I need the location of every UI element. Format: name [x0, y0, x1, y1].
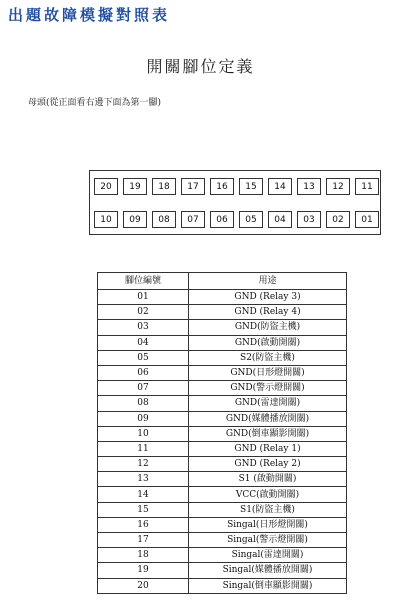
- table-row: [98, 548, 347, 563]
- table-row: [98, 426, 347, 441]
- pin-number-cell: 13: [98, 472, 189, 487]
- table-row: [98, 578, 347, 593]
- pin-usage-cell: GND (Relay 3): [189, 290, 347, 305]
- connector-pin: 11: [355, 178, 379, 195]
- pin-number-cell: 02: [98, 305, 189, 320]
- connector-pin: 01: [355, 211, 379, 228]
- pin-usage-cell: VCC(啟動開關): [189, 487, 347, 502]
- connector-pin: 07: [181, 211, 205, 228]
- pin-usage-cell: Singal(倒車顯影開關): [189, 578, 347, 593]
- table-row: [98, 381, 347, 396]
- table-row: [98, 335, 347, 350]
- pin-usage-cell: GND(雷達開關): [189, 396, 347, 411]
- table-row: [98, 502, 347, 517]
- pin-number-cell: 07: [98, 381, 189, 396]
- table-row: [98, 533, 347, 548]
- pin-number-cell: 15: [98, 502, 189, 517]
- table-row: [98, 457, 347, 472]
- connector-pin: 18: [152, 178, 176, 195]
- pin-usage-cell: GND(啟動開關): [189, 335, 347, 350]
- pin-usage-cell: Singal(雷達開關): [189, 548, 347, 563]
- pin-number-cell: 12: [98, 457, 189, 472]
- connector-bottom-row: [94, 211, 379, 228]
- table-row: [98, 472, 347, 487]
- connector-pin: 13: [297, 178, 321, 195]
- pin-usage-cell: GND(倒車顯影開關): [189, 426, 347, 441]
- connector-top-row: [94, 178, 379, 195]
- pin-usage-cell: Singal(警示燈開關): [189, 533, 347, 548]
- connector-pin: 19: [123, 178, 147, 195]
- connector-pin: 02: [326, 211, 350, 228]
- connector-pin: 06: [210, 211, 234, 228]
- table-row: [98, 487, 347, 502]
- table-row: [98, 350, 347, 365]
- connector-pin: 12: [326, 178, 350, 195]
- pin-number-cell: 14: [98, 487, 189, 502]
- page-header-title: 出題故障模擬對照表: [8, 6, 171, 24]
- pin-number-cell: 20: [98, 578, 189, 593]
- table-row: [98, 305, 347, 320]
- connector-pin: 09: [123, 211, 147, 228]
- pin-usage-cell: GND (Relay 1): [189, 441, 347, 456]
- connector-pin: 14: [268, 178, 292, 195]
- pin-number-cell: 10: [98, 426, 189, 441]
- pin-usage-cell: Singal(媒體播放開關): [189, 563, 347, 578]
- pin-number-cell: 04: [98, 335, 189, 350]
- table-row: [98, 320, 347, 335]
- pin-usage-cell: Singal(日形燈開關): [189, 517, 347, 532]
- table-row: [98, 441, 347, 456]
- table-row: [98, 365, 347, 380]
- connector-pin: 15: [239, 178, 263, 195]
- pin-usage-cell: S2(防盜主機): [189, 350, 347, 365]
- pin-number-cell: 11: [98, 441, 189, 456]
- table-row: [98, 517, 347, 532]
- pin-number-cell: 05: [98, 350, 189, 365]
- pin-number-cell: 17: [98, 533, 189, 548]
- table-row: [98, 396, 347, 411]
- pin-usage-cell: GND(媒體播放開關): [189, 411, 347, 426]
- pin-usage-cell: GND (Relay 4): [189, 305, 347, 320]
- connector-pin: 17: [181, 178, 205, 195]
- pin-number-cell: 01: [98, 290, 189, 305]
- pin-usage-cell: S1(防盜主機): [189, 502, 347, 517]
- connector-pin: 16: [210, 178, 234, 195]
- connector-pin: 08: [152, 211, 176, 228]
- table-row: [98, 290, 347, 305]
- connector-orientation-note: 母頭(從正面看右邊下面為第一腳): [28, 98, 162, 108]
- pin-number-cell: 18: [98, 548, 189, 563]
- column-header-pin-number: 腳位編號: [98, 273, 189, 290]
- pin-usage-cell: GND(防盜主機): [189, 320, 347, 335]
- pin-usage-cell: GND(警示燈開關): [189, 381, 347, 396]
- pin-usage-cell: S1 (啟動開關): [189, 472, 347, 487]
- pin-usage-cell: GND(日形燈開關): [189, 365, 347, 380]
- pin-number-cell: 19: [98, 563, 189, 578]
- connector-pin: 04: [268, 211, 292, 228]
- connector-pin-diagram: [89, 170, 381, 235]
- connector-pin: 03: [297, 211, 321, 228]
- pin-number-cell: 09: [98, 411, 189, 426]
- table-row: [98, 411, 347, 426]
- pin-number-cell: 06: [98, 365, 189, 380]
- pin-number-cell: 08: [98, 396, 189, 411]
- pin-definition-table: [97, 272, 347, 594]
- connector-pin: 20: [94, 178, 118, 195]
- connector-pin: 10: [94, 211, 118, 228]
- table-header-row: [98, 273, 347, 290]
- pin-number-cell: 03: [98, 320, 189, 335]
- pin-number-cell: 16: [98, 517, 189, 532]
- table-row: [98, 563, 347, 578]
- connector-pin: 05: [239, 211, 263, 228]
- document-title: 開關腳位定義: [146, 57, 255, 76]
- column-header-usage: 用途: [189, 273, 347, 290]
- pin-usage-cell: GND (Relay 2): [189, 457, 347, 472]
